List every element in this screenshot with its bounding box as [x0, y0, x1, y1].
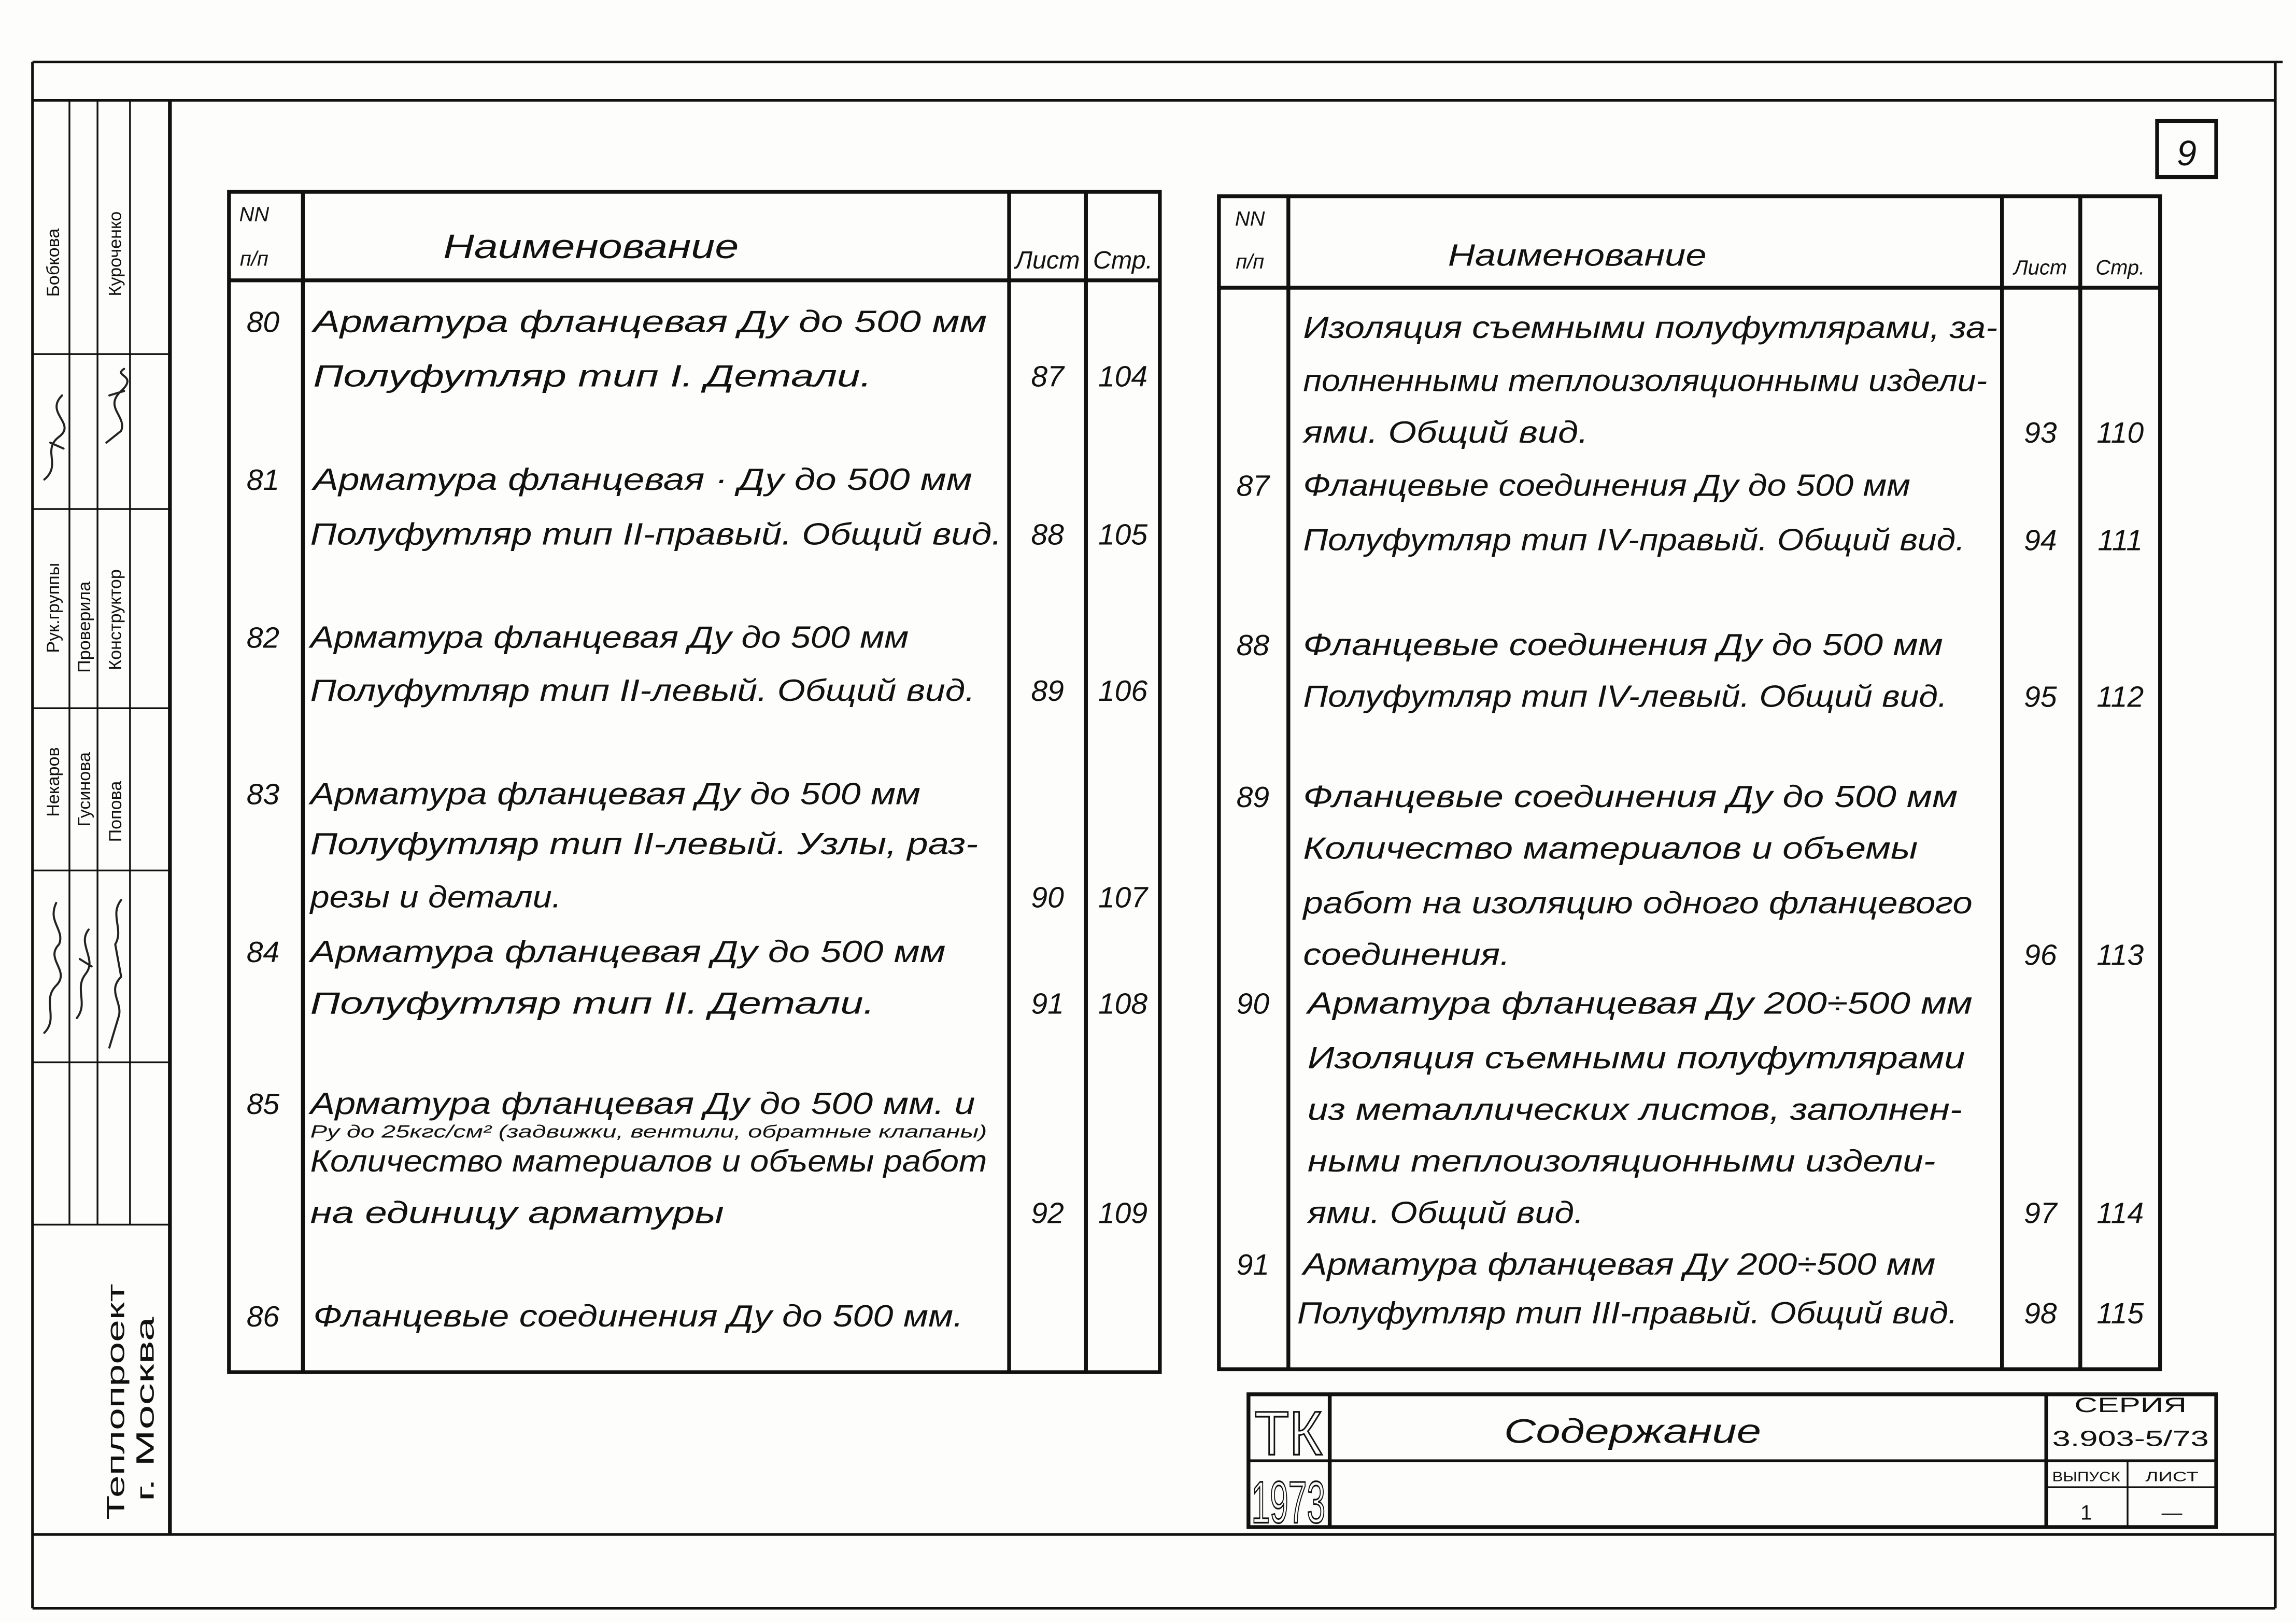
signature: [106, 369, 127, 443]
row-title-line: Фланцевые соединения Ду до 500 мм.: [313, 1298, 963, 1333]
row-number: 91: [1236, 1248, 1270, 1282]
issue-label: ВЫПУСК: [2052, 1470, 2120, 1485]
table-row: [1237, 468, 2143, 557]
header-num: п/п: [239, 247, 268, 271]
row-title-line: Полуфутляр тип III-правый. Общий вид.: [1297, 1295, 1958, 1331]
header-num: NN: [239, 203, 270, 226]
row-number: 89: [1236, 780, 1270, 814]
stamp-name: Некаров: [44, 747, 64, 817]
row-title-line: Фланцевые соединения Ду до 500 мм: [1303, 468, 1910, 503]
signature: [77, 929, 92, 1018]
row-sheet: 89: [1031, 674, 1064, 708]
row-number: 87: [1236, 469, 1270, 503]
page-number: 9: [2177, 133, 2197, 173]
row-title-line: Количество материалов и объемы: [1303, 830, 1918, 866]
table-row: [247, 620, 1148, 708]
row-sheet: 97: [2024, 1196, 2057, 1230]
row-title-line: Ру до 25кгс/см² (задвижки, вентили, обратные клапаны): [310, 1122, 987, 1142]
row-title-line: Арматура фланцевая · Ду до 500 мм: [311, 462, 972, 497]
row-sheet: 98: [2024, 1297, 2057, 1331]
header-sheet: Лист: [2014, 256, 2067, 279]
row-title-line: на единицу арматуры: [310, 1195, 724, 1230]
row-title-line: работ на изоляцию одного фланцевого: [1302, 885, 1973, 920]
row-number: 88: [1236, 628, 1270, 662]
row-sheet: 91: [1031, 987, 1064, 1021]
row-page: 104: [1098, 360, 1148, 393]
row-title-line: Арматура фланцевая Ду 200÷500 мм: [1301, 1247, 1936, 1282]
header-name: Наименование: [1448, 237, 1707, 273]
row-sheet: 96: [2024, 938, 2057, 972]
row-title-line: соединения.: [1303, 937, 1510, 972]
header-sheet: Лист: [1015, 246, 1080, 275]
stamp-name: Гусинова: [74, 752, 94, 827]
title-block: [1249, 1394, 2216, 1535]
row-title-line: Арматура фланцевая Ду до 500 мм: [308, 619, 909, 655]
header-num: NN: [1235, 207, 1265, 231]
row-page: 109: [1098, 1196, 1148, 1230]
row-page: 110: [2096, 416, 2144, 449]
toc-table-right: [1219, 196, 2160, 1370]
signature: [109, 900, 121, 1048]
signature-stamp: [33, 101, 170, 1520]
table-row: [247, 304, 1147, 393]
row-number: 80: [246, 305, 280, 339]
row-page: 105: [1098, 518, 1148, 552]
series-number: 3.903-5/73: [2052, 1426, 2209, 1451]
title-block-title: Содержание: [1504, 1412, 1762, 1450]
row-title-line: Фланцевые соединения Ду до 500 мм: [1303, 779, 1958, 814]
row-title-line: ями. Общий вид.: [1306, 1195, 1584, 1230]
row-title-line: из металлических листов, заполнен-: [1307, 1092, 1962, 1127]
row-title-line: Полуфутляр тип IV-правый. Общий вид.: [1303, 522, 1965, 557]
row-title-line: Полуфутляр тип II-левый. Узлы, раз-: [310, 826, 979, 862]
row-title-line: Полуфутляр тип II-правый. Общий вид.: [310, 516, 1002, 552]
row-title-line: Фланцевые соединения Ду до 500 мм: [1303, 627, 1943, 662]
stamp-name: Куроченко: [105, 211, 125, 297]
header-page: Стр.: [1093, 246, 1153, 275]
row-title-line: Полуфутляр тип I. Детали.: [313, 358, 872, 393]
row-page: 115: [2096, 1297, 2144, 1331]
sheet-number: —: [2161, 1501, 2182, 1525]
stamp-name: Попова: [105, 781, 125, 842]
row-title-line: ями. Общий вид.: [1301, 414, 1589, 449]
row-sheet: 94: [2024, 524, 2057, 557]
header-name: Наименование: [443, 228, 739, 266]
row-title-line: резы и детали.: [309, 879, 562, 914]
row-title-line: Изоляция съемными полуфутлярами, за-: [1303, 309, 1998, 345]
row-number: 82: [246, 621, 280, 655]
row-title-line: Полуфутляр тип II. Детали.: [310, 985, 875, 1021]
series-label: СЕРИЯ: [2074, 1393, 2187, 1417]
row-page: 107: [1098, 881, 1148, 914]
issue-number: 1: [2080, 1501, 2092, 1525]
sheet-label: ЛИСТ: [2145, 1470, 2199, 1485]
row-number: 83: [246, 778, 280, 811]
row-number: 90: [1236, 987, 1270, 1021]
row-title-line: Арматура фланцевая Ду до 500 мм: [308, 776, 920, 811]
table-row: [247, 776, 1149, 914]
row-page: 108: [1098, 987, 1148, 1021]
row-title-line: Арматура фланцевая Ду до 500 мм: [308, 934, 946, 969]
row-sheet: 87: [1031, 360, 1064, 393]
table-row: [1237, 779, 2144, 972]
row-number: 81: [246, 463, 280, 497]
city-name: г. Москва: [131, 1395, 160, 1502]
stamp-name: Бобкова: [44, 228, 64, 297]
stamp-role: Проверила: [74, 581, 94, 673]
row-number: 85: [246, 1088, 280, 1121]
row-sheet: 90: [1031, 881, 1064, 914]
table-row: [1237, 985, 2144, 1230]
row-sheet: 93: [2024, 416, 2057, 449]
row-page: 112: [2096, 680, 2144, 714]
row-sheet: 88: [1031, 518, 1064, 552]
row-title-line: Арматура фланцевая Ду 200÷500 мм: [1306, 985, 1973, 1021]
row-title-line: Полуфутляр тип II-левый. Общий вид.: [310, 673, 975, 708]
row-title-line: полненными теплоизоляционными издели-: [1303, 363, 1988, 398]
stamp-role: Рук.группы: [44, 562, 64, 653]
table-row: [247, 934, 1148, 1021]
signature: [45, 396, 65, 479]
row-sheet: 92: [1031, 1196, 1064, 1230]
title-block-year: 1973: [1251, 1470, 1326, 1536]
toc-table-left: [229, 192, 1160, 1372]
title-block-code: ТК: [1254, 1399, 1323, 1469]
signature: [45, 903, 61, 1033]
table-row: [1237, 1247, 2144, 1330]
row-title-line: Арматура фланцевая Ду до 500 мм. и: [308, 1086, 975, 1121]
table-row: [247, 1086, 1147, 1230]
row-number: 84: [246, 935, 280, 969]
organization-name: Теплопроект: [102, 1371, 130, 1520]
row-title-line: Полуфутляр тип IV-левый. Общий вид.: [1303, 679, 1948, 714]
row-title-line: Изоляция съемными полуфутлярами: [1307, 1040, 1965, 1075]
table-row: [1237, 627, 2144, 714]
row-page: 111: [2097, 524, 2143, 557]
row-number: 86: [246, 1300, 280, 1333]
row-title-line: Арматура фланцевая Ду до 500 мм: [311, 304, 987, 339]
row-page: 114: [2096, 1196, 2144, 1230]
table-row: [247, 1299, 963, 1333]
row-title-line: ными теплоизоляционными издели-: [1307, 1144, 1936, 1179]
row-sheet: 95: [2024, 680, 2057, 714]
row-page: 113: [2096, 938, 2144, 972]
page-number-box: [2157, 121, 2216, 177]
header-num: п/п: [1236, 250, 1265, 274]
table-row: [1302, 310, 2144, 449]
row-page: 106: [1098, 674, 1148, 708]
header-page: Стр.: [2095, 256, 2145, 279]
stamp-role: Конструктор: [105, 569, 125, 670]
table-row: [247, 462, 1148, 551]
row-title-line: Количество материалов и объемы работ: [310, 1144, 987, 1179]
